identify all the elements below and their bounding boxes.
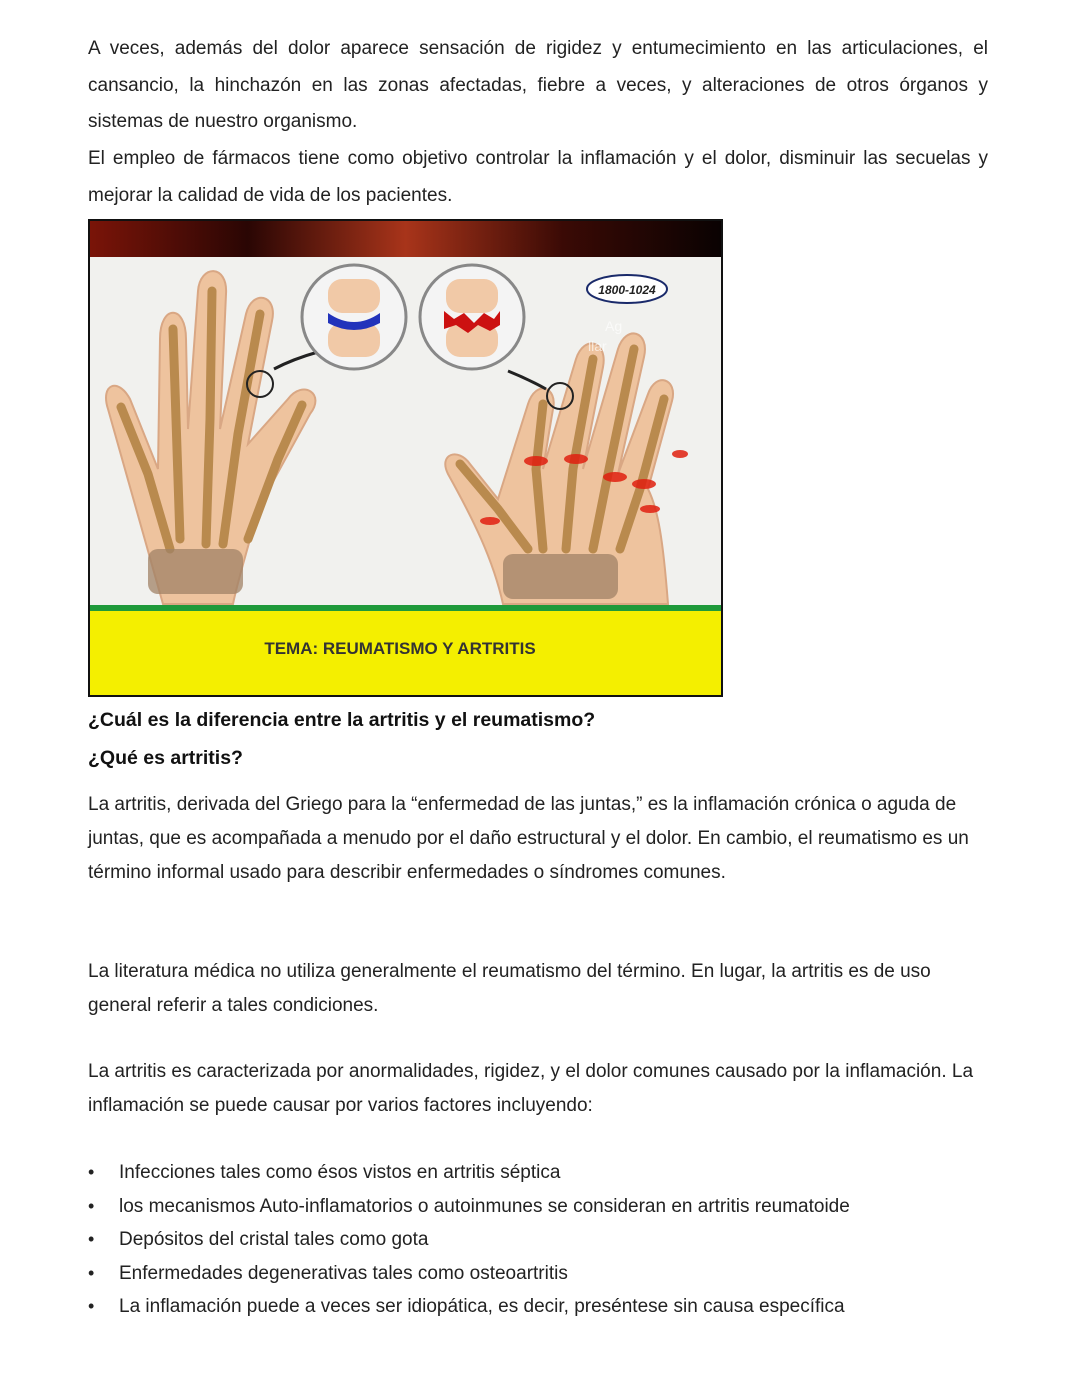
intro-paragraph-treatment: El empleo de fármacos tiene como objetivo controlar la inflamación y el dolor, disminuir las secuelas y mejorar la calidad de vida de los pacientes. — [88, 148, 988, 206]
hands-diagram — [88, 219, 723, 697]
causes-list — [88, 1156, 988, 1324]
arthritis-hands-illustration — [88, 219, 723, 697]
what-is-arthritis-heading: ¿Qué es artritis? — [88, 747, 243, 769]
badge-text: 1800-1024 — [598, 283, 656, 297]
medical-literature-paragraph: La literatura médica no utiliza generalmente el reumatismo del término. En lugar, la artritis es de uso general referir a tales condiciones. — [88, 961, 931, 1016]
list-item: • Enfermedades degenerativas tales como osteoartritis — [88, 1257, 988, 1291]
inflamed-joint-closeup — [420, 265, 524, 369]
inflammation-causes-paragraph: La artritis es caracterizada por anormalidades, rigidez, y el dolor comunes causado por la inflamación. La inflamación se puede causar por varios factores incluyendo: — [88, 1061, 974, 1116]
list-item: • Infecciones tales como ésos vistos en artritis séptica — [88, 1156, 988, 1190]
banner-caption: TEMA: REUMATISMO Y ARTRITIS — [264, 639, 536, 658]
watermark-text-2: llar — [588, 338, 607, 354]
green-band — [90, 605, 721, 611]
arthritis-definition-paragraph: La artritis, derivada del Griego para la “enfermedad de las juntas,” es la inflamación crónica o aguda de juntas, que es acompañada a menudo por el daño estructural y el dolor. En cambio, el reumatismo es un término informal usado para describir enfermedades o síndromes comunes. — [88, 794, 969, 883]
list-item: • La inflamación puede a veces ser idiopática, es decir, preséntese sin causa específica — [88, 1290, 988, 1324]
healthy-joint-closeup — [302, 265, 406, 369]
intro-paragraph-symptoms: A veces, además del dolor aparece sensación de rigidez y entumecimiento en las articulaciones, el cansancio, la hinchazón en las zonas afectadas, fiebre a veces, y alteraciones de otros órganos y sistemas de nuestro organismo. — [88, 38, 988, 132]
list-item: • los mecanismos Auto-inflamatorios o autoinmunes se consideran en artritis reumatoide — [88, 1190, 988, 1224]
watermark-text-1: Ag — [605, 318, 623, 334]
top-dark-band — [90, 221, 721, 257]
list-item: • Depósitos del cristal tales como gota — [88, 1223, 988, 1257]
question-heading: ¿Cuál es la diferencia entre la artritis y el reumatismo? — [88, 709, 596, 731]
